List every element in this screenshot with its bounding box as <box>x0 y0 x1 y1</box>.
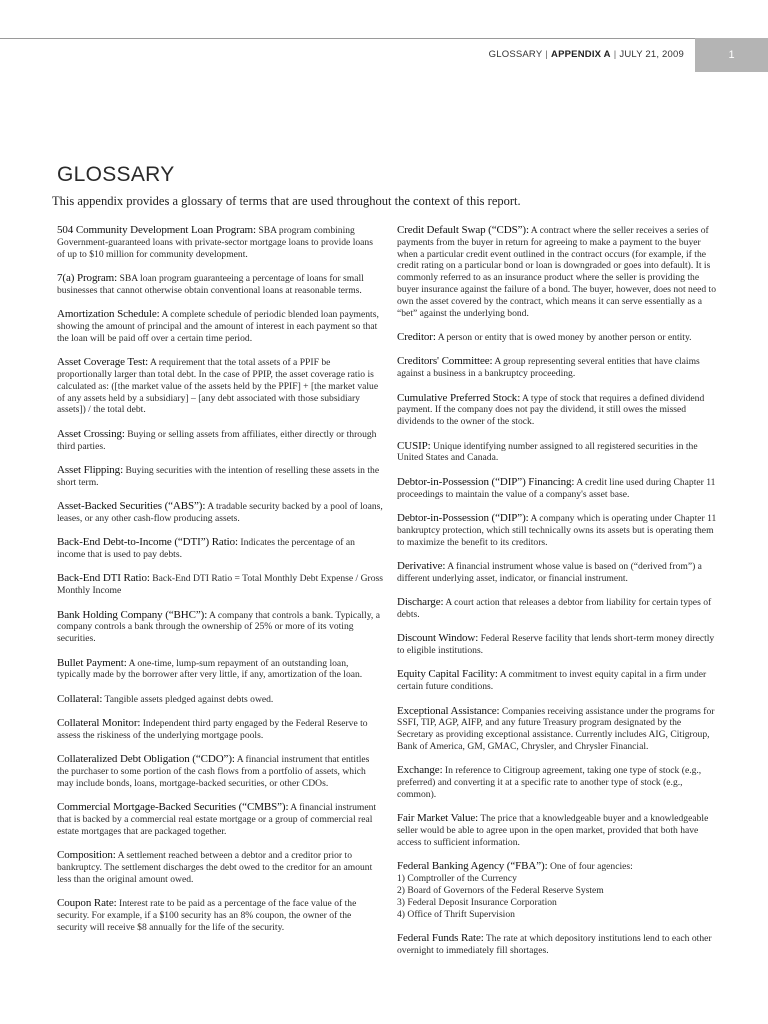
right-column <box>397 225 717 969</box>
header-separator-1: | <box>545 49 549 60</box>
header-date: JULY 21, 2009 <box>619 49 684 60</box>
glossary-entry <box>57 225 383 260</box>
glossary-entry <box>397 633 717 657</box>
glossary-term: Credit Default Swap (“CDS”): <box>397 224 529 236</box>
glossary-definition: A group representing several entities that have claims against a business in a bankruptcy proceeding. <box>397 356 700 380</box>
glossary-definition: Tangible assets pledged against debts owed. <box>102 693 274 705</box>
glossary-definition: A financial instrument that is backed by a commercial real estate mortgage or a group of commercial real estate mortgages that are packaged together. <box>57 802 377 837</box>
glossary-entry <box>57 465 383 489</box>
glossary-entry <box>57 273 383 297</box>
glossary-definition: Buying or selling assets from affiliates, either directly or through third parties. <box>57 428 377 452</box>
glossary-definition: Buying securities with the intention of reselling these assets in the short term. <box>57 464 380 488</box>
glossary-entry <box>57 357 383 416</box>
glossary-definition: A contract where the seller receives a series of payments from the buyer in return for agreeing to make a payment to the buyer when a particular credit event outlined in the contract occurs (for example, if the credit rating on a particular bond or loan is downgraded or goes into default). It is commonly referred to as an insurance product where the seller is providing the buyer insurance against the failure of a bond. The buyer, however, does not need to own the asset covered by the contract, which means it can serve essentially as a “bet” against the underlying bond. <box>397 225 717 319</box>
glossary-entry <box>57 898 383 933</box>
glossary-term: Creditor: <box>397 330 436 343</box>
glossary-term: Discount Window: <box>397 632 479 645</box>
page-title: GLOSSARY <box>57 163 175 186</box>
glossary-definition: A financial instrument whose value is based on (“derived from”) a different underlying asset, indicator, or financial instrument. <box>397 560 702 584</box>
glossary-definition: Federal Reserve facility that lends short-term money directly to eligible institutions. <box>397 633 715 657</box>
header-rule <box>0 38 695 39</box>
glossary-definition: A settlement reached between a debtor and a creditor prior to bankruptcy. The settlement discharges the debt owed to the creditor for an amount less than the original amount owed. <box>57 850 373 885</box>
glossary-entry <box>57 501 383 525</box>
glossary-term: Debtor-in-Possession (“DIP”) Financing: <box>397 475 575 488</box>
page-number-tab <box>695 38 768 72</box>
glossary-entry <box>57 754 383 789</box>
glossary-term: Federal Banking Agency (“FBA”): <box>397 860 548 873</box>
glossary-term: Derivative: <box>397 559 446 572</box>
glossary-term: Bullet Payment: <box>57 656 127 669</box>
glossary-term: Equity Capital Facility: <box>397 668 498 681</box>
glossary-definition: A one-time, lump-sum repayment of an outstanding loan, typically made by the borrower after very little, if any, amortization of the loan. <box>57 657 363 681</box>
glossary-term: Exchange: <box>397 764 443 777</box>
glossary-definition: In reference to Citigroup agreement, taking one type of stock (e.g., preferred) and converting it at a specific rate to another type of stock (e.g., common). <box>397 765 702 801</box>
glossary-definition: SBA loan program guaranteeing a percentage of loans for small businesses that cannot otherwise obtain conventional loans at reasonable terms. <box>57 272 364 296</box>
glossary-definition: A type of stock that requires a defined dividend payment. If the company does not pay the dividend, it still owes the missed dividends to the owner of the stock. <box>397 392 705 428</box>
glossary-term: Debtor-in-Possession (“DIP”): <box>397 511 529 524</box>
header-separator-2: | <box>613 49 617 60</box>
glossary-list-item: 2) Board of Governors of the Federal Reserve System <box>397 884 604 896</box>
glossary-entry <box>397 933 717 957</box>
glossary-term: 504 Community Development Loan Program: <box>57 224 256 236</box>
glossary-entry <box>57 573 383 597</box>
glossary-entry <box>397 332 717 344</box>
glossary-entry <box>397 669 717 693</box>
glossary-definition: A requirement that the total assets of a PPIF be proportionally larger than total debt. In the case of PPIP, the asset coverage ratio is calculated as: ([the market value of the assets held by the PPIF] + [the market value of any assets held by a subsidiary] – [any debt associated with those subsidiary assets]) / the total debt. <box>57 357 379 416</box>
glossary-list-item: 3) Federal Deposit Insurance Corporation <box>397 896 557 908</box>
glossary-term: Commercial Mortgage-Backed Securities (“CMBS”): <box>57 801 289 814</box>
glossary-term: Back-End Debt-to-Income (“DTI”) Ratio: <box>57 536 238 549</box>
glossary-entry <box>397 477 717 501</box>
header-section: GLOSSARY <box>488 49 543 60</box>
glossary-definition: A company that controls a bank. Typically, a company controls a bank through the ownership of 25% or more of its voting securities. <box>57 609 380 645</box>
glossary-definition: A commitment to invest equity capital in a firm under certain future conditions. <box>397 669 707 693</box>
glossary-entry <box>397 706 717 753</box>
glossary-entry <box>57 429 383 453</box>
left-column <box>57 225 383 946</box>
glossary-definition: Interest rate to be paid as a percentage of the face value of the security. For example, if a $100 security has an 8% coupon, the owner of the security will receive $8 annually for the life of the security. <box>57 898 357 933</box>
glossary-definition: Independent third party engaged by the Federal Reserve to assess the riskiness of the underlying mortgage pools. <box>57 718 368 742</box>
glossary-entry <box>57 309 383 344</box>
glossary-term: Asset Crossing: <box>57 427 125 440</box>
glossary-list-item: 1) Comptroller of the Currency <box>397 873 517 885</box>
running-header <box>489 49 684 60</box>
intro-paragraph: This appendix provides a glossary of terms that are used throughout the context of this report. <box>52 194 521 208</box>
glossary-term: Asset Coverage Test: <box>57 356 149 369</box>
glossary-entry <box>57 537 383 561</box>
glossary-entry <box>57 658 383 682</box>
glossary-definition: A financial instrument that entitles the purchaser to some portion of the cash flows from a portfolio of assets, which may include bonds, loans, mortgage-backed securities, or other CDOs. <box>57 754 370 790</box>
glossary-entry <box>57 610 383 645</box>
glossary-definition: The price that a knowledgeable buyer and a knowledgeable seller would be able to agree upon in the open market, provided that both have access to sufficient information. <box>397 813 709 848</box>
glossary-entry <box>57 694 383 706</box>
glossary-term: Creditors' Committee: <box>397 355 493 368</box>
glossary-definition: Indicates the percentage of an income that is used to pay debts. <box>57 537 355 561</box>
glossary-entry <box>397 765 717 800</box>
glossary-definition: A company which is operating under Chapter 11 bankruptcy protection, which still technically owns its assets but is operating them to maximize the benefit to its creditors. <box>397 512 717 548</box>
glossary-term: Collateral Monitor: <box>57 717 141 730</box>
glossary-term: Coupon Rate: <box>57 897 117 910</box>
glossary-term: CUSIP: <box>397 439 431 452</box>
header-appendix: APPENDIX A <box>551 49 611 60</box>
glossary-definition: A person or entity that is owed money by another person or entity. <box>435 331 692 343</box>
glossary-term: Asset-Backed Securities (“ABS”): <box>57 500 206 513</box>
glossary-term: Fair Market Value: <box>397 812 479 825</box>
glossary-term: Cumulative Preferred Stock: <box>397 391 521 404</box>
glossary-term: Back-End DTI Ratio: <box>57 572 150 585</box>
glossary-term: Collateral: <box>57 692 103 705</box>
glossary-term: Collateralized Debt Obligation (“CDO”): <box>57 753 235 766</box>
glossary-entry <box>397 393 717 428</box>
glossary-entry <box>397 513 717 548</box>
glossary-entry <box>397 225 717 319</box>
glossary-entry <box>57 850 383 885</box>
glossary-entry <box>397 561 717 585</box>
glossary-term: Asset Flipping: <box>57 463 124 476</box>
glossary-entry <box>397 356 717 380</box>
glossary-term: Composition: <box>57 849 116 862</box>
glossary-definition: Companies receiving assistance under the programs for SSFI, TIP, AGP, AIFP, and any future Treasury program designated by the Secretary as providing exceptional assistance. Currently includes AIG, Citigroup, Bank of America, GM, GMAC, Chrysler, and Chrysler Financial. <box>397 705 715 753</box>
glossary-definition: The rate at which depository institutions lend to each other overnight to immediately fill shortages. <box>397 932 712 956</box>
glossary-term: Discharge: <box>397 596 444 609</box>
glossary-definition: A credit line used during Chapter 11 proceedings to maintain the value of a company's asset base. <box>397 476 716 500</box>
glossary-term: 7(a) Program: <box>57 271 118 284</box>
glossary-entry <box>57 802 383 837</box>
page-number: 1 <box>728 49 735 61</box>
glossary-list-item: 4) Office of Thrift Supervision <box>397 908 515 920</box>
glossary-definition: One of four agencies: <box>547 861 633 873</box>
glossary-term: Exceptional Assistance: <box>397 704 500 717</box>
glossary-entry <box>57 718 383 742</box>
glossary-entry <box>397 441 717 465</box>
glossary-definition: Unique identifying number assigned to all registered securities in the United States and Canada. <box>397 440 698 464</box>
glossary-entry <box>397 813 717 848</box>
glossary-definition: A court action that releases a debtor from liability for certain types of debts. <box>397 597 712 620</box>
glossary-entry <box>397 597 717 621</box>
glossary-definition: A tradable security backed by a pool of loans, leases, or any other cash-flow producing assets. <box>57 501 383 524</box>
glossary-term: Federal Funds Rate: <box>397 931 484 944</box>
glossary-definition: SBA program combining Government-guaranteed loans with private-sector mortgage loans to provide loans of up to $10 million for community development. <box>57 225 373 260</box>
glossary-definition: Back-End DTI Ratio = Total Monthly Debt Expense / Gross Monthly Income <box>57 573 383 597</box>
glossary-entry <box>397 861 717 920</box>
glossary-term: Bank Holding Company (“BHC”): <box>57 608 208 621</box>
glossary-term: Amortization Schedule: <box>57 308 160 321</box>
glossary-definition: A complete schedule of periodic blended loan payments, showing the amount of principal and the amount of interest in each payment so that the loan will be paid off over a certain time period. <box>57 309 379 344</box>
